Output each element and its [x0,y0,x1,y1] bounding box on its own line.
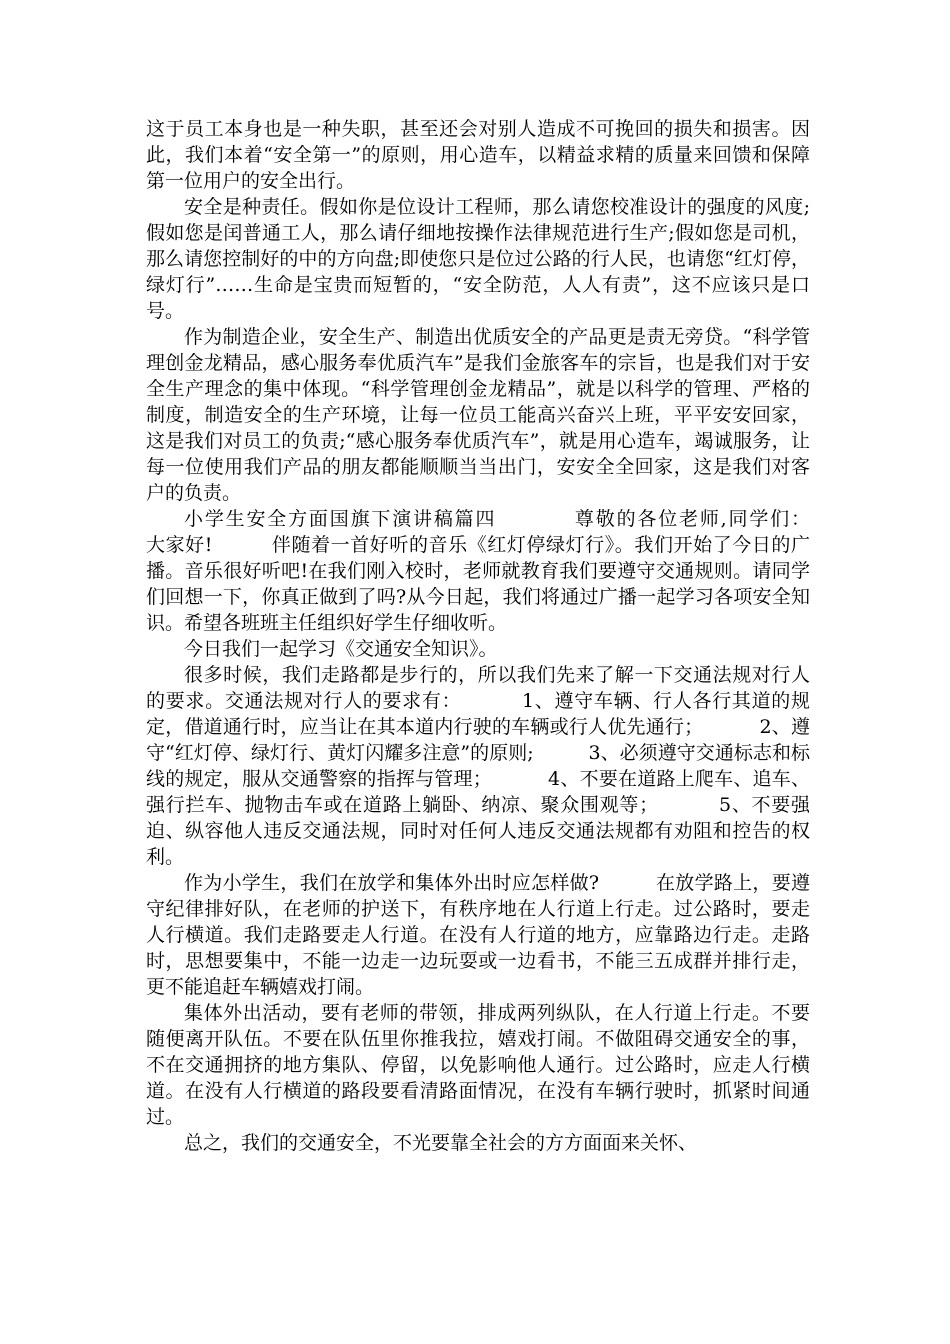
paragraph-7: 作为小学生，我们在放学和集体外出时应怎样做? 在放学路上，要遵守纪律排好队，在老师的护送下，有秩序地在人行道上行走。过公路时，要走人行横道。我们走路要走人行道。在没有人行道的地方，应靠路边行走。走路时，思想要集中，不能一边走一边玩耍或一边看书，不能三五成群并排行走，更不能追赶车辆嬉戏打闹。 [146,872,810,998]
paragraph-4: 小学生安全方面国旗下演讲稿篇四 尊敬的各位老师,同学们： 大家好! 伴随着一首好听的音乐《红灯停绿灯行》。我们开始了今日的广播。音乐很好听吧!在我们刚入校时，老师就教育我们要遵守交通规则。请同学们回想一下，你真正做到了吗?从今日起，我们将通过广播一起学习各项安全知识。希望各班班主任组织好学生仔细收听。 [146,508,859,634]
paragraph-1: 这于员工本身也是一种失职，甚至还会对别人造成不可挽回的损失和损害。因此，我们本着“安全第一”的原则，用心造车，以精益求精的质量来回馈和保障第一位用户的安全出行。 [146,118,810,192]
paragraph-5: 今日我们一起学习《交通安全知识》。 [184,638,498,660]
paragraph-8: 集体外出活动，要有老师的带领，排成两列纵队，在人行道上行走。不要随便离开队伍。不要在队伍里你推我拉，嬉戏打闹。不做阻碍交通安全的事，不在交通拥挤的地方集队、停留，以免影响他人通行。过公路时，应走人行横道。在没有人行横道的路段要看清路面情况，在没有车辆行驶时，抓紧时间通过。 [146,1002,810,1128]
paragraph-3: 作为制造企业，安全生产、制造出优质安全的产品更是责无旁贷。“科学管理创金龙精品，感心服务奉优质汽车”是我们金旅客车的宗旨，也是我们对于安全生产理念的集中体现。“科学管理创金龙精品”，就是以科学的管理、严格的制度，制造安全的生产环境，让每一位员工能高兴奋兴上班，平平安安回家，这是我们对员工的负责;“感心服务奉优质汽车”，就是用心造车，竭诚服务，让每一位使用我们产品的朋友都能顺顺当当出门，安安全全回家，这是我们对客户的负责。 [146,326,810,504]
document-body [146,116,859,1156]
paragraph-9: 总之，我们的交通安全，不光要靠全社会的方方面面来关怀、 [184,1132,698,1154]
paragraph-6: 很多时候，我们走路都是步行的，所以我们先来了解一下交通法规对行人的要求。交通法规对行人的要求有： 1、遵守车辆、行人各行其道的规定，借道通行时，应当让在其本道内行驶的车辆或行人优先通行； 2、遵守“红灯停、绿灯行、黄灯闪耀多注意”的原则; 3、必须遵守交通标志和标线的规定，服从交通警察的指挥与管理； 4、不要在道路上爬车、追车、强行拦车、抛物击车或在道路上躺卧、纳凉、聚众围观等； 5、不要强迫、纵容他人违反交通法规，同时对任何人违反交通法规都有劝阻和控告的权利。 [146,664,810,868]
paragraph-2: 安全是种责任。假如你是位设计工程师，那么请您校准设计的强度的风度;假如您是闰普通工人，那么请仔细地按操作法律规范进行生产;假如您是司机，那么请您控制好的中的方向盘;即使您只是位过公路的行人民，也请您“红灯停，绿灯行”……生命是宝贵而短暂的，“安全防范，人人有责”，这不应该只是口号。 [146,196,810,322]
